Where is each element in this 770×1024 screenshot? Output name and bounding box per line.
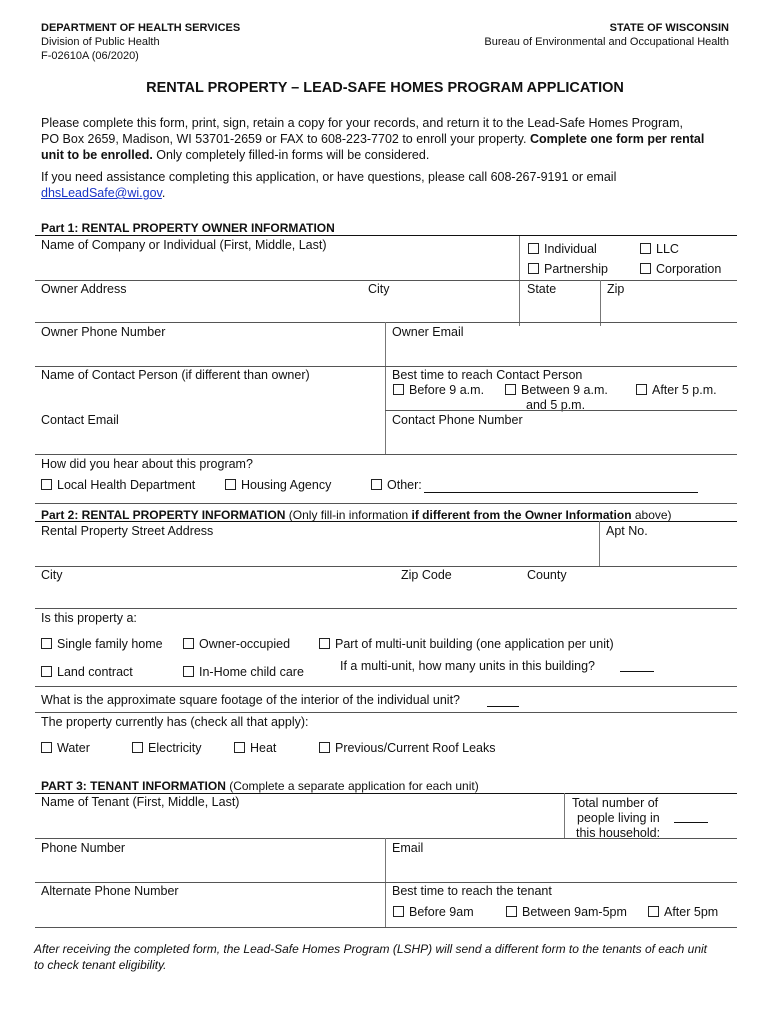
checkbox [528,263,539,274]
rental-zip-label: Zip Code [401,568,452,582]
contact-best-time-label: Best time to reach Contact Person [392,368,583,382]
checkbox [393,906,404,917]
footer-line-1: After receiving the completed form, the Lead-Safe Homes Program (LSHP) will send a different form to the tenants of each unit [34,942,707,956]
tenant-before-9am[interactable]: Before 9am [393,905,474,919]
hear-housing-agency[interactable]: Housing Agency [225,478,331,492]
checkbox [640,243,651,254]
utilities-label: The property currently has (check all that apply): [41,715,309,729]
owner-city-label: City [368,282,390,296]
checkbox [319,638,330,649]
type-land-contract[interactable]: Land contract [41,665,133,679]
checkbox [41,742,52,753]
assist-email-line: dhsLeadSafe@wi.gov. [41,186,166,200]
checkbox [648,906,659,917]
dept-name: DEPARTMENT OF HEALTH SERVICES [41,22,241,34]
checkbox [319,742,330,753]
type-in-home-child-care[interactable]: In-Home child care [183,665,304,679]
tenant-after-5pm[interactable]: After 5pm [648,905,718,919]
assist-line: If you need assistance completing this application, or have questions, please call 608-267-9191 or email [41,170,617,184]
hear-other-input[interactable] [424,492,698,493]
rental-street-label: Rental Property Street Address [41,524,214,538]
part2-heading: Part 2: RENTAL PROPERTY INFORMATION (Only fill-in information if different from the Owner Information above) [41,508,672,522]
type-corporation[interactable]: Corporation [640,262,721,276]
intro-line-3: unit to be enrolled. Only completely filled-in forms will be considered. [41,148,430,162]
checkbox [393,384,404,395]
owner-email-label: Owner Email [392,325,464,339]
checkbox [132,742,143,753]
checkbox [505,384,516,395]
bureau-name: Bureau of Environmental and Occupational Health [484,36,729,48]
contact-before-9am[interactable]: Before 9 a.m. [393,383,484,397]
sqft-label: What is the approximate square footage of the interior of the individual unit? [41,693,461,707]
household-count-label-1: Total number of [572,796,659,810]
household-count-label-2: people living in [577,811,660,825]
checkbox [528,243,539,254]
has-electricity[interactable]: Electricity [132,741,201,755]
units-label: If a multi-unit, how many units in this building? [340,659,595,673]
checkbox [41,479,52,490]
rental-apt-label: Apt No. [606,524,648,538]
type-llc[interactable]: LLC [640,242,679,256]
rental-city-label: City [41,568,63,582]
type-owner-occupied[interactable]: Owner-occupied [183,637,290,651]
contact-phone-label: Contact Phone Number [392,413,523,427]
tenant-best-time-label: Best time to reach the tenant [392,884,552,898]
checkbox [506,906,517,917]
checkbox [640,263,651,274]
property-type-label: Is this property a: [41,611,137,625]
footer-line-2: to check tenant eligibility. [34,958,167,972]
tenant-phone-label: Phone Number [41,841,126,855]
page-title: RENTAL PROPERTY – LEAD-SAFE HOMES PROGRAM APPLICATION [146,80,624,96]
checkbox [183,666,194,677]
type-individual[interactable]: Individual [528,242,597,256]
checkbox [183,638,194,649]
tenant-between-9-5[interactable]: Between 9am-5pm [506,905,627,919]
rental-county-label: County [527,568,567,582]
type-partnership[interactable]: Partnership [528,262,608,276]
contact-between-9-5[interactable]: Between 9 a.m. [505,383,608,397]
checkbox [636,384,647,395]
hear-other[interactable]: Other: [371,478,422,492]
owner-address-label: Owner Address [41,282,127,296]
contact-email-label: Contact Email [41,413,119,427]
tenant-alt-phone-label: Alternate Phone Number [41,884,179,898]
part1-heading: Part 1: RENTAL PROPERTY OWNER INFORMATION [41,221,335,235]
contact-between-9-5-line2: and 5 p.m. [526,398,586,412]
household-count-input[interactable] [674,822,708,823]
hear-label: How did you hear about this program? [41,457,253,471]
type-single-family[interactable]: Single family home [41,637,163,651]
hear-local-health-dept[interactable]: Local Health Department [41,478,195,492]
tenant-email-label: Email [392,841,424,855]
owner-phone-label: Owner Phone Number [41,325,166,339]
division-name: Division of Public Health [41,36,160,48]
checkbox [371,479,382,490]
units-input[interactable] [620,671,654,672]
owner-name-label: Name of Company or Individual (First, Middle, Last) [41,238,327,252]
has-water[interactable]: Water [41,741,90,755]
owner-state-label: State [527,282,557,296]
part3-heading: PART 3: TENANT INFORMATION (Complete a separate application for each unit) [41,779,479,793]
checkbox [41,666,52,677]
tenant-name-label: Name of Tenant (First, Middle, Last) [41,795,240,809]
has-roof-leaks[interactable]: Previous/Current Roof Leaks [319,741,496,755]
household-count-label-3: this household: [576,826,661,840]
type-multi-unit[interactable]: Part of multi-unit building (one application per unit) [319,637,614,651]
has-heat[interactable]: Heat [234,741,276,755]
checkbox [41,638,52,649]
contact-name-label: Name of Contact Person (if different than owner) [41,368,310,382]
intro-line-1: Please complete this form, print, sign, retain a copy for your records, and return it to the Lead-Safe Homes Program, [41,116,683,130]
checkbox [234,742,245,753]
contact-after-5pm[interactable]: After 5 p.m. [636,383,717,397]
form-number: F-02610A (06/2020) [41,50,139,62]
owner-zip-label: Zip [607,282,625,296]
state-name: STATE OF WISCONSIN [609,22,729,34]
intro-line-2: PO Box 2659, Madison, WI 53701-2659 or FAX to 608-223-7702 to enroll your property. Complete one form per rental [41,132,705,146]
email-link[interactable]: dhsLeadSafe@wi.gov [41,186,162,200]
sqft-input[interactable] [487,706,519,707]
checkbox [225,479,236,490]
